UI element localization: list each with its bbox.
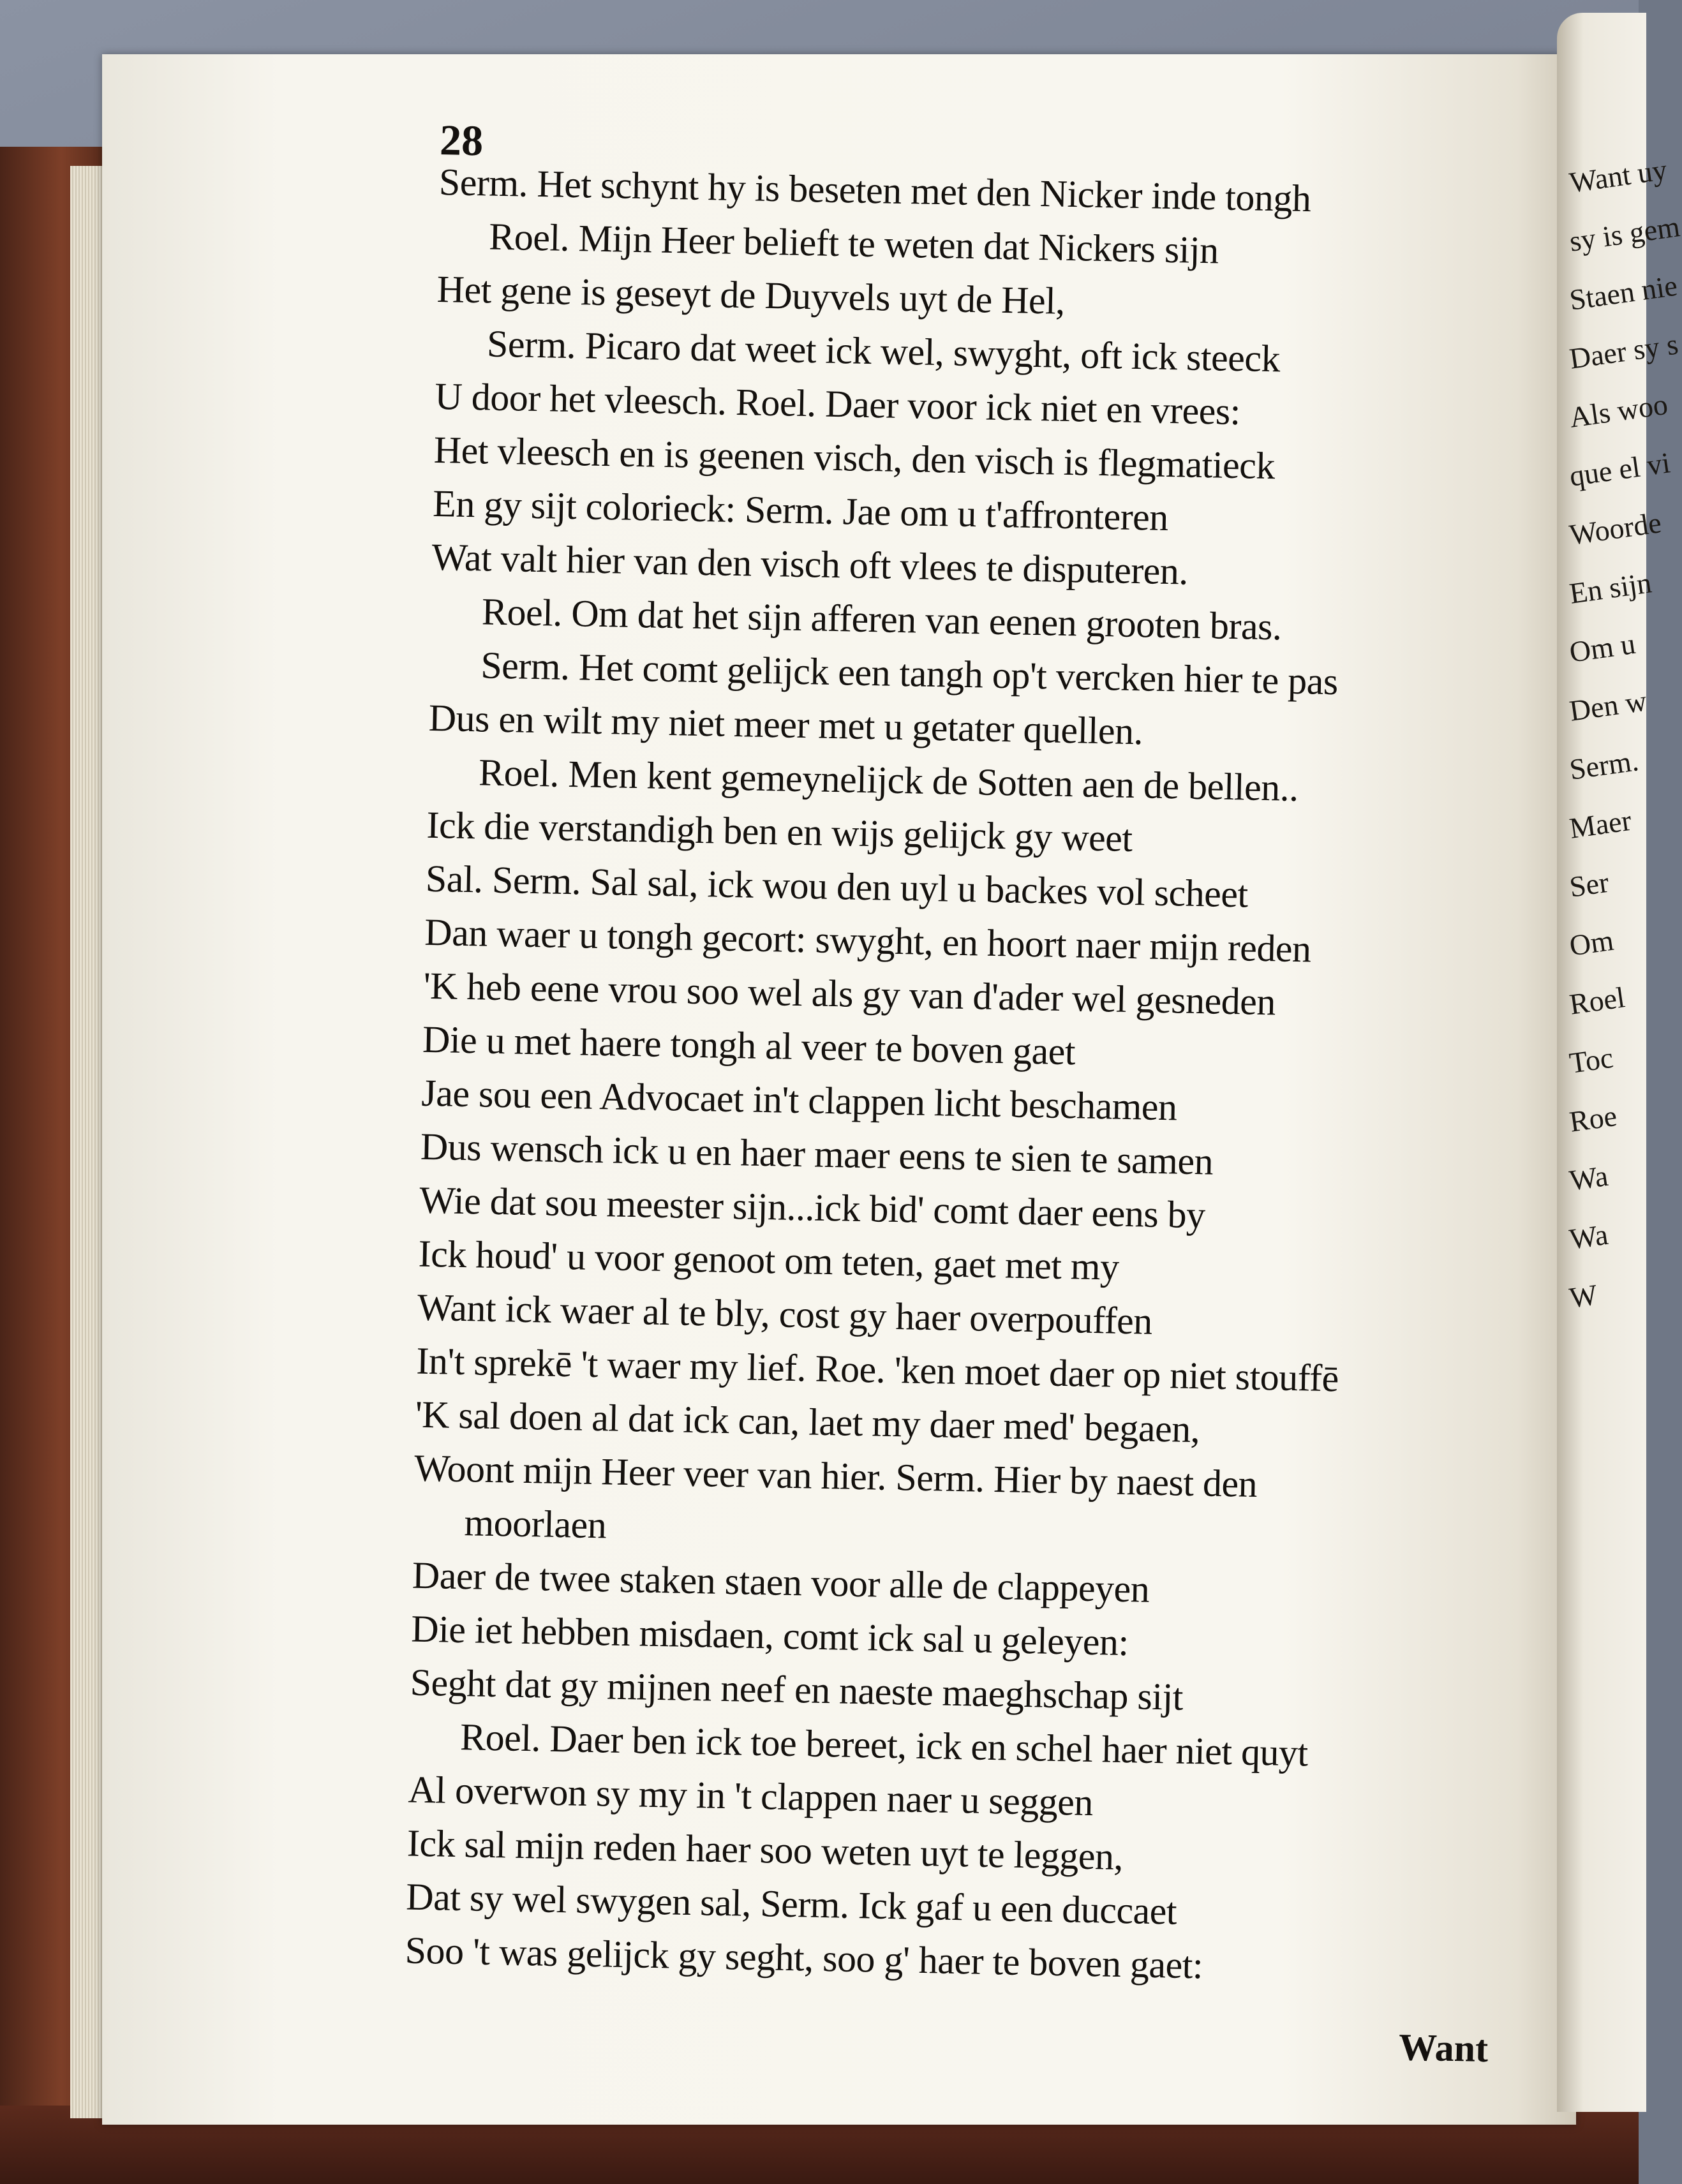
text-line: Roel. Daer ben ick toe bereet, ick en schel haer niet quyt: [459, 1716, 1309, 1774]
text-line: Jae sou een Advocaet in't clappen licht beschamen: [420, 1071, 1178, 1129]
text-line: 'K heb eene vrou soo wel als gy van d'ader wel gesneden: [423, 964, 1276, 1023]
text-line: 'K sal doen al dat ick can, laet my daer med' begaen,: [415, 1393, 1200, 1451]
facing-page-fragment: Den w: [1567, 684, 1649, 727]
facing-page-fragment: Want uy: [1567, 152, 1669, 199]
text-line: Seght dat gy mijnen neef en naeste maeghschap sijt: [410, 1661, 1184, 1718]
facing-page-fragment: Als woo: [1567, 387, 1670, 434]
text-line: Het vleesch en is geenen visch, den visch is flegmatieck: [433, 428, 1276, 487]
text-line: Dan waer u tongh gecort: swyght, en hoort naer mijn reden: [424, 910, 1312, 970]
text-line: Serm. Het schynt hy is beseten met den Nicker inde tongh: [438, 160, 1312, 220]
facing-page-fragment: Staen nie: [1567, 269, 1679, 316]
text-line: Die iet hebben misdaen, comt ick sal u geleyen:: [410, 1607, 1129, 1664]
facing-page-fragment: Serm.: [1567, 744, 1641, 786]
facing-page-fragment: Om: [1567, 923, 1616, 962]
facing-page-fragment: que el vi: [1567, 446, 1672, 493]
text-line: Roel. Om dat het sijn afferen van eenen grooten bras.: [481, 590, 1283, 648]
facing-page-fragment: Toc: [1567, 1041, 1616, 1080]
text-line: Dat sy wel swygen sal, Serm. Ick gaf u een duccaet: [405, 1875, 1177, 1933]
text-line: En gy sijt colorieck: Serm. Jae om u t'affronteren: [432, 482, 1169, 539]
text-line: Roel. Mijn Heer belieft te weten dat Nickers sijn: [488, 215, 1219, 272]
text-line: Sal. Serm. Sal sal, ick wou den uyl u backes vol scheet: [425, 857, 1249, 916]
facing-page-fragment: Ser: [1567, 865, 1611, 903]
text-line: Daer de twee staken staen voor alle de clappeyen: [412, 1554, 1150, 1610]
text-line: Dus en wilt my niet meer met u getater quellen.: [428, 696, 1143, 753]
text-line: Ick sal mijn reden haer soo weten uyt te leggen,: [406, 1822, 1124, 1878]
text-line: Al overwon sy my in 't clappen naer u seggen: [407, 1768, 1094, 1824]
facing-page-fragment: Wa: [1567, 1159, 1611, 1197]
text-line: Het gene is geseyt de Duyvels uyt de Hel,: [436, 267, 1066, 322]
facing-page-fragment: Maer: [1567, 803, 1634, 845]
text-line: Serm. Picaro dat weet ick wel, swyght, oft ick steeck: [486, 322, 1281, 380]
text-line: Ick houd' u voor genoot om teten, gaet met my: [418, 1232, 1120, 1288]
text-line: Serm. Het comt gelijck een tangh op't vercken hier te pas: [480, 644, 1339, 703]
facing-page-fragment: Daer sy s: [1567, 327, 1681, 375]
text-line: Die u met haere tongh al veer te boven gaet: [422, 1018, 1076, 1073]
text-line: moorlaen: [464, 1501, 607, 1547]
facing-page-fragment: Woorde: [1567, 506, 1663, 551]
text-line: Dus wensch ick u en haer maer eens te sien te samen: [420, 1125, 1214, 1183]
text-line: In't sprekē 't waer my lief. Roe. 'ken moet daer op niet stouffē: [415, 1339, 1339, 1400]
text-line: Ick die verstandigh ben en wijs gelijck gy weet: [426, 803, 1133, 860]
facing-page-fragment: sy is gem: [1567, 210, 1682, 258]
text-line: U door het vleesch. Roel. Daer voor ick niet en vrees:: [434, 375, 1241, 433]
facing-page-fragment: Roel: [1567, 981, 1627, 1021]
text-line: Want ick waer al te bly, cost gy haer overpouffen: [417, 1286, 1153, 1342]
facing-page-fragment: Om u: [1567, 627, 1638, 669]
facing-page-fragment: Roe: [1567, 1099, 1619, 1138]
facing-page-fragment: En sijn: [1567, 566, 1654, 610]
facing-page-edge: [1557, 13, 1682, 2112]
text-line: Wie dat sou meester sijn...ick bid' comt daer eens by: [419, 1178, 1206, 1237]
page-number: 28: [439, 115, 484, 165]
facing-page-fragment: Wa: [1567, 1217, 1611, 1256]
text-line: Soo 't was gelijck gy seght, soo g' haer te boven gaet:: [405, 1929, 1203, 1987]
facing-page-fragment: W: [1567, 1278, 1600, 1314]
text-line: Roel. Men kent gemeynelijck de Sotten aen de bellen..: [478, 751, 1299, 810]
text-line: Wat valt hier van den visch oft vlees te disputeren.: [431, 535, 1189, 593]
text-line: Woont mijn Heer veer van hier. Serm. Hier by naest den: [413, 1446, 1258, 1505]
catchword: Want: [1398, 2026, 1489, 2070]
